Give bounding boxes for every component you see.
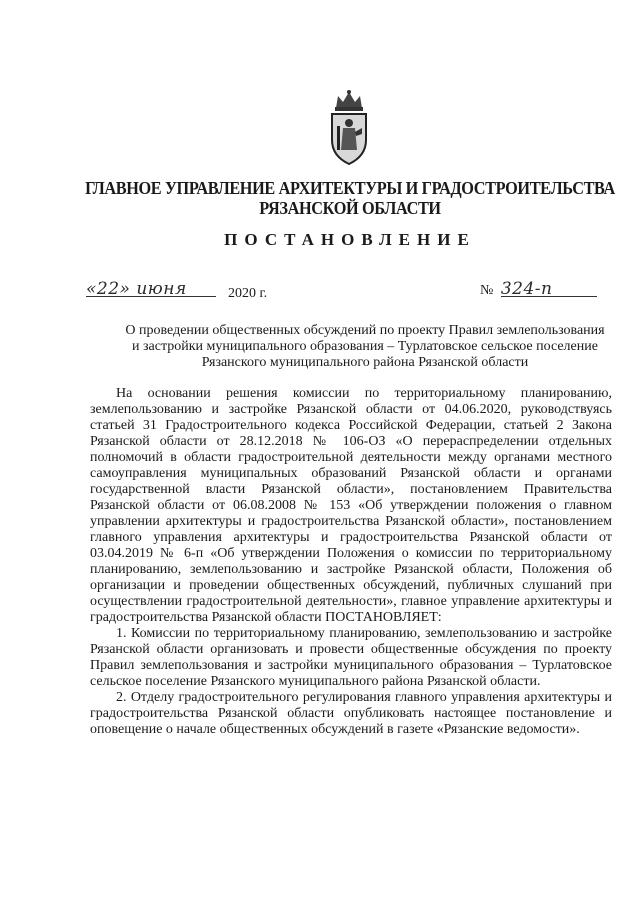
document-year: 2020 г. <box>228 286 268 301</box>
document-body <box>90 386 612 738</box>
handwritten-number: 324-п <box>501 282 597 297</box>
document-number <box>480 279 597 299</box>
document-date <box>86 279 216 299</box>
organization-title-line2: РЯЗАНСКОЙ ОБЛАСТИ <box>259 198 441 218</box>
number-prefix: № <box>480 283 494 298</box>
preamble-paragraph: На основании решения комиссии по территориальному планированию, землепользованию и застройке Рязанской области от 04.06.2020, руководствуясь статьей 31 Градостроительного кодекса Российской Федерации, статьей 2 Закона Рязанской области от 28.12.2018 № 106-ОЗ «О перераспределении отдельных полномочий в области градостроительной деятельности между органами местного самоуправления муниципальных образований Рязанской области и органами государственной власти Рязанской области», постановлением Правительства Рязанской области от 06.08.2008 № 153 «Об утверждении положения о главном управлении архитектуры и градостроительства Рязанской области», постановлением главного управления архитектуры и градостроительства Рязанской области от 03.04.2019 № 6-п «Об утверждении Положения о комиссии по территориальному планированию, землепользованию и застройке Рязанской области, Положения об организации и проведении общественных обсуждений, публичных слушаний при осуществлении градостроительной деятельности», главное управление архитектуры и градостроительства Рязанской области ПОСТАНОВЛЯЕТ: <box>90 386 612 625</box>
coat-of-arms-icon <box>326 88 372 166</box>
subject-line: О проведении общественных обсуждений по проекту Правил землепользования <box>125 323 605 338</box>
organization-title-line1: ГЛАВНОЕ УПРАВЛЕНИЕ АРХИТЕКТУРЫ И ГРАДОСТРОИТЕЛЬСТВА <box>85 178 615 198</box>
paragraph-1: 1. Комиссии по территориальному планированию, землепользованию и застройке Рязанской области организовать и провести общественные обсуждения по проекту Правил землепользования и застройки муниципального образования – Турлатовское сельское поселение Рязанского муниципального района Рязанской области. <box>90 626 612 689</box>
document-subject <box>100 323 630 371</box>
handwritten-date: «22» июня <box>86 282 216 297</box>
paragraph-2: 2. Отделу градостроительного регулирования главного управления архитектуры и градостроительства Рязанской области опубликовать настоящее постановление и оповещение о начале общественных обсуждений в газете «Рязанские ведомости». <box>90 690 612 737</box>
document-type-title: ПОСТАНОВЛЕНИЕ <box>224 230 476 249</box>
subject-line: и застройки муниципального образования – Турлатовское сельское поселение <box>132 339 598 354</box>
subject-line: Рязанского муниципального района Рязанской области <box>201 355 529 370</box>
